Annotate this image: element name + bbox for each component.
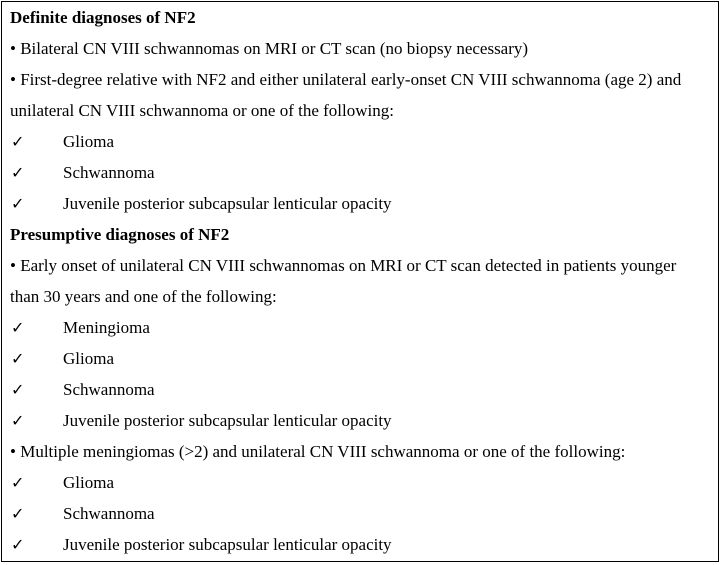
check-mark-icon: ✓ [11,473,25,492]
check-list-item [10,188,716,219]
check-item-label: Meningioma [63,318,150,337]
definite-bullet-relative-line2: unilateral CN VIII schwannoma or one of the following: [10,101,394,120]
definite-bullet-bilateral: • Bilateral CN VIII schwannomas on MRI or CT scan (no biopsy necessary) [10,39,529,58]
check-mark-icon: ✓ [11,380,25,399]
check-item-label: Glioma [63,349,114,368]
check-list-item [10,529,716,560]
check-mark-icon: ✓ [11,349,25,368]
definite-bullet-relative-line1: • First-degree relative with NF2 and either unilateral early-onset CN VIII schwannoma (age 2) and [10,70,682,89]
presumptive-bullet-early-onset-line1: • Early onset of unilateral CN VIII schwannomas on MRI or CT scan detected in patients younger [10,256,677,275]
check-mark-icon: ✓ [11,318,25,337]
check-list-item [10,343,716,374]
check-mark-icon: ✓ [11,194,25,213]
check-list-item [10,374,716,405]
presumptive-bullet-early-onset-line2: than 30 years and one of the following: [10,287,277,306]
check-item-label: Glioma [63,132,114,151]
check-item-label: Juvenile posterior subcapsular lenticular opacity [63,194,392,213]
criteria-content [10,2,716,560]
check-mark-icon: ✓ [11,535,25,554]
check-list-item [10,312,716,343]
presumptive-bullet-meningiomas: • Multiple meningiomas (>2) and unilateral CN VIII schwannoma or one of the following: [10,442,626,461]
definite-heading: Definite diagnoses of NF2 [10,8,196,27]
check-item-label: Glioma [63,473,114,492]
check-list-item [10,467,716,498]
check-mark-icon: ✓ [11,411,25,430]
check-item-label: Schwannoma [63,504,155,523]
check-list-item [10,126,716,157]
check-mark-icon: ✓ [11,163,25,182]
presumptive-heading: Presumptive diagnoses of NF2 [10,225,230,244]
check-item-label: Schwannoma [63,380,155,399]
check-item-label: Juvenile posterior subcapsular lenticular opacity [63,535,392,554]
check-mark-icon: ✓ [11,504,25,523]
check-item-label: Schwannoma [63,163,155,182]
check-list-item [10,405,716,436]
check-list-item [10,498,716,529]
check-mark-icon: ✓ [11,132,25,151]
criteria-table [1,1,719,562]
check-item-label: Juvenile posterior subcapsular lenticular opacity [63,411,392,430]
check-list-item [10,157,716,188]
